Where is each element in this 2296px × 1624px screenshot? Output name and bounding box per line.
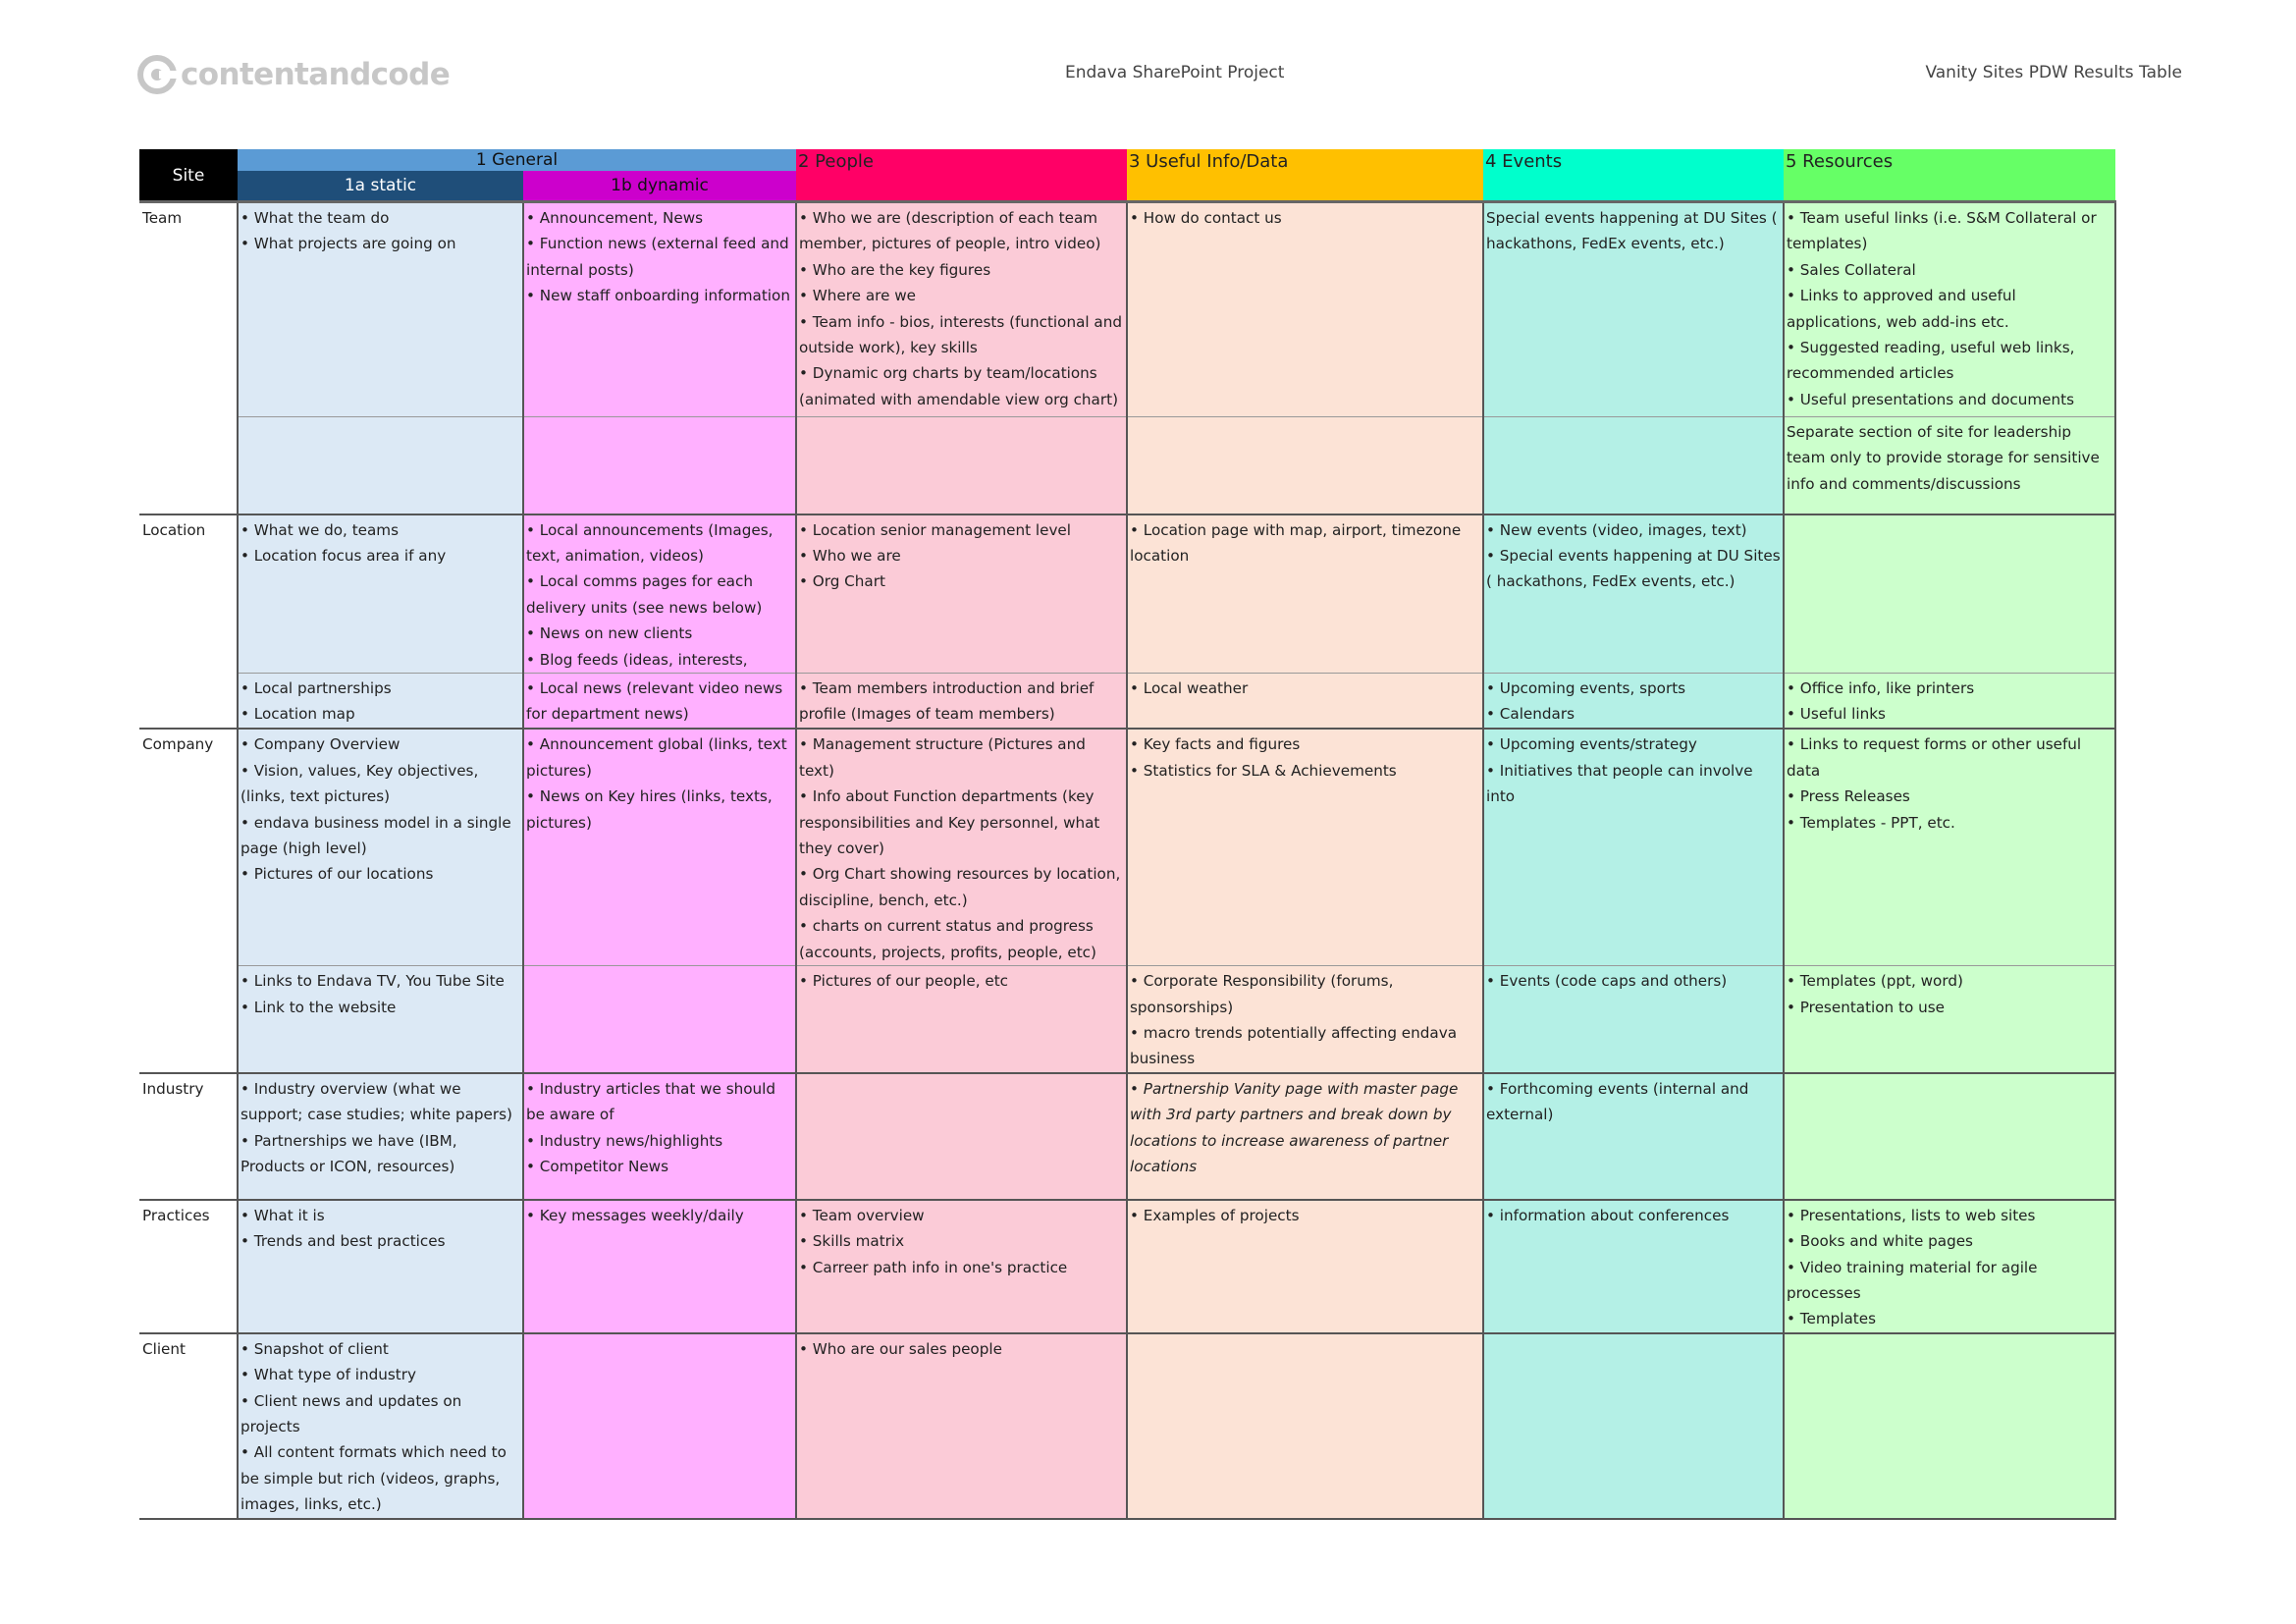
cell-line: • What projects are going on — [240, 235, 456, 253]
dynamic-cell — [523, 1333, 796, 1519]
resources-cell — [1784, 202, 2115, 417]
cell-line: • charts on current status and progress (accounts, projects, profits, people, etc) — [799, 917, 1096, 961]
events-cell — [1483, 673, 1784, 729]
cell-line: • Press Releases — [1787, 787, 1910, 806]
events-cell — [1483, 729, 1784, 965]
cell-line: • Pictures of our locations — [240, 865, 434, 884]
cell-line: • Org Chart — [799, 572, 885, 591]
people-cell — [796, 1200, 1127, 1333]
resources-cell — [1784, 1333, 2115, 1519]
useful-info-cell: • How do contact us — [1127, 202, 1483, 417]
useful-info-cell — [1127, 729, 1483, 965]
document-title: Vanity Sites PDW Results Table — [1925, 63, 2182, 82]
cell-line: • Initiatives that people can involve into — [1486, 761, 1753, 806]
cell-line: • Vision, values, Key objectives, (links, text pictures) — [240, 761, 479, 806]
cell-line: • Templates - PPT, etc. — [1787, 813, 1955, 832]
cell-line: • Industry articles that we should be aware of — [526, 1079, 776, 1124]
cell-line: • Company Overview — [240, 735, 400, 754]
cell-line: • Location senior management level — [799, 520, 1071, 539]
resources-cell — [1784, 729, 2115, 965]
useful-info-cell: • Location page with map, airport, timezone location — [1127, 514, 1483, 674]
table-row — [139, 673, 2115, 729]
events-cell — [1483, 417, 1784, 514]
dynamic-cell — [523, 966, 796, 1073]
cell-line: • Skills matrix — [799, 1232, 905, 1251]
cell-line: • Upcoming events/strategy — [1486, 735, 1697, 754]
cell-line: • Corporate Responsibility (forums, sponsorships) — [1130, 972, 1394, 1016]
cell-line: • Key facts and figures — [1130, 735, 1301, 754]
cell-line: • New staff onboarding information — [526, 287, 790, 305]
cell-line: • Announcement global (links, text pictures) — [526, 735, 787, 780]
table-row — [139, 1200, 2115, 1333]
resources-cell — [1784, 514, 2115, 674]
cell-line: • macro trends potentially affecting endava business — [1130, 1023, 1458, 1068]
cell-line: • Statistics for SLA & Achievements — [1130, 761, 1397, 780]
cell-line: • News on Key hires (links, texts, pictures) — [526, 787, 773, 832]
useful-info-cell — [1127, 1333, 1483, 1519]
static-cell — [238, 1073, 523, 1200]
static-cell — [238, 966, 523, 1073]
static-cell — [238, 202, 523, 417]
cell-line: • Suggested reading, useful web links, recommended articles — [1787, 339, 2075, 383]
resources-cell: Separate section of site for leadership team only to provide storage for sensitive info and comments/discussions — [1784, 417, 2115, 514]
site-name-cell: Client — [139, 1333, 238, 1519]
site-name-cell: Practices — [139, 1200, 238, 1333]
events-cell — [1483, 1333, 1784, 1519]
events-cell: • Events (code caps and others) — [1483, 966, 1784, 1073]
cell-line: • Industry overview (what we support; case studies; white papers) — [240, 1079, 512, 1124]
events-cell: • information about conferences — [1483, 1200, 1784, 1333]
useful-info-cell: • Examples of projects — [1127, 1200, 1483, 1333]
cell-line: • Trends and best practices — [240, 1232, 446, 1251]
resources-column-header: 5 Resources — [1784, 149, 2115, 202]
resources-cell — [1784, 673, 2115, 729]
resources-cell — [1784, 1200, 2115, 1333]
dynamic-cell — [523, 202, 796, 417]
table-row — [139, 514, 2115, 674]
cell-line: • Function news (external feed and internal posts) — [526, 235, 789, 279]
people-cell — [796, 417, 1127, 514]
useful-info-cell: • Local weather — [1127, 673, 1483, 729]
cell-line: • Templates (ppt, word) — [1787, 972, 1963, 991]
cell-line: • Link to the website — [240, 998, 397, 1016]
site-name-cell: Team — [139, 202, 238, 417]
static-cell — [238, 1333, 523, 1519]
results-table — [139, 149, 2116, 1520]
people-cell — [796, 729, 1127, 965]
cell-line: • Team info - bios, interests (functional and outside work), key skills — [799, 312, 1122, 357]
cell-line: • Team useful links (i.e. S&M Collateral or templates) — [1787, 209, 2097, 253]
dynamic-cell: • Local news (relevant video news for department news) — [523, 673, 796, 729]
cell-line: • Local partnerships — [240, 678, 392, 697]
static-cell — [238, 1200, 523, 1333]
table-row — [139, 202, 2115, 417]
site-name-cell: Location — [139, 514, 238, 674]
cell-line: • Location focus area if any — [240, 546, 447, 565]
dynamic-cell — [523, 729, 796, 965]
company-logo — [137, 55, 450, 94]
cell-line: • Sales Collateral — [1787, 260, 1916, 279]
cell-line: • Who we are (description of each team member, pictures of people, intro video) — [799, 209, 1101, 253]
site-column-header: Site — [139, 149, 238, 202]
useful-info-cell: • Partnership Vanity page with master page with 3rd party partners and break down by locations to increase awareness of partner locations — [1127, 1073, 1483, 1200]
site-name-cell: Industry — [139, 1073, 238, 1200]
cell-line: • Links to request forms or other useful data — [1787, 735, 2082, 780]
useful-info-column-header: 3 Useful Info/Data — [1127, 149, 1483, 202]
cell-line: • What we do, teams — [240, 520, 400, 539]
dynamic-cell: • Key messages weekly/daily — [523, 1200, 796, 1333]
cell-line: • Local comms pages for each delivery units (see news below) — [526, 572, 763, 617]
site-name-cell — [139, 673, 238, 729]
cell-line: • Info about Function departments (key responsibilities and Key personnel, what they cover) — [799, 787, 1100, 858]
cell-line: • Where are we — [799, 287, 917, 305]
dynamic-subcolumn-header: 1b dynamic — [523, 171, 796, 202]
cell-line: • Announcement, News — [526, 209, 704, 227]
dynamic-cell — [523, 1073, 796, 1200]
people-cell — [796, 514, 1127, 674]
cell-line: • Team overview — [799, 1206, 925, 1224]
logo-text: contentandcode — [181, 57, 451, 92]
cell-line: • Dynamic org charts by team/locations (animated with amendable view org chart) — [799, 364, 1118, 408]
table-row — [139, 966, 2115, 1073]
resources-cell — [1784, 1073, 2115, 1200]
cell-line: • Client news and updates on projects — [240, 1391, 462, 1435]
cell-line: • Useful links — [1787, 705, 1886, 724]
cell-line: • Industry news/highlights — [526, 1131, 723, 1150]
logo-icon — [137, 55, 177, 94]
cell-line: • Presentations, lists to web sites — [1787, 1206, 2036, 1224]
cell-line: • Office info, like printers — [1787, 678, 1975, 697]
table-row — [139, 729, 2115, 965]
static-cell — [238, 417, 523, 514]
table-row — [139, 417, 2115, 514]
cell-line: • Useful presentations and documents — [1787, 390, 2074, 408]
resources-cell — [1784, 966, 2115, 1073]
cell-line: • Snapshot of client — [240, 1339, 389, 1358]
people-cell: • Team members introduction and brief profile (Images of team members) — [796, 673, 1127, 729]
cell-line: • Who are the key figures — [799, 260, 991, 279]
general-column-header: 1 General — [238, 149, 796, 171]
table-row — [139, 1333, 2115, 1519]
cell-line: • Video training material for agile processes — [1787, 1258, 2038, 1302]
people-cell — [796, 1073, 1127, 1200]
project-title: Endava SharePoint Project — [1065, 63, 1285, 82]
events-cell: • Forthcoming events (internal and external) — [1483, 1073, 1784, 1200]
events-cell: Special events happening at DU Sites ( hackathons, FedEx events, etc.) — [1483, 202, 1784, 417]
cell-line: • Books and white pages — [1787, 1232, 1973, 1251]
cell-line: • Location map — [240, 705, 355, 724]
people-cell: • Who are our sales people — [796, 1333, 1127, 1519]
events-column-header: 4 Events — [1483, 149, 1784, 202]
cell-line: • Who we are — [799, 546, 901, 565]
static-cell — [238, 729, 523, 965]
people-cell: • Pictures of our people, etc — [796, 966, 1127, 1073]
cell-line: • Presentation to use — [1787, 998, 1945, 1016]
people-cell — [796, 202, 1127, 417]
site-name-cell — [139, 417, 238, 514]
static-subcolumn-header: 1a static — [238, 171, 523, 202]
cell-line: • Links to Endava TV, You Tube Site — [240, 972, 505, 991]
people-column-header: 2 People — [796, 149, 1127, 202]
cell-line: • Special events happening at DU Sites ( hackathons, FedEx events, etc.) — [1486, 546, 1781, 591]
cell-line: • Local announcements (Images, text, animation, videos) — [526, 520, 774, 565]
static-cell — [238, 673, 523, 729]
cell-line: • Carreer path info in one's practice — [799, 1258, 1068, 1276]
dynamic-cell — [523, 417, 796, 514]
cell-line: • What it is — [240, 1206, 325, 1224]
cell-line: • Org Chart showing resources by location, discipline, bench, etc.) — [799, 865, 1121, 909]
site-name-cell: Company — [139, 729, 238, 965]
cell-line: • All content formats which need to be simple but rich (videos, graphs, images, links, etc.) — [240, 1443, 507, 1514]
cell-line: • Blog feeds (ideas, interests, — [526, 650, 748, 669]
cell-line: • What the team do — [240, 209, 390, 227]
cell-line: • Management structure (Pictures and text) — [799, 735, 1086, 780]
cell-line: • Upcoming events, sports — [1486, 678, 1686, 697]
useful-info-cell — [1127, 966, 1483, 1073]
site-name-cell — [139, 966, 238, 1073]
cell-line: • endava business model in a single page (high level) — [240, 813, 511, 858]
cell-line: • News on new clients — [526, 624, 693, 643]
cell-line: • Links to approved and useful applications, web add-ins etc. — [1787, 287, 2016, 331]
cell-line: • New events (video, images, text) — [1486, 520, 1747, 539]
useful-info-cell — [1127, 417, 1483, 514]
static-cell — [238, 514, 523, 674]
cell-line: • Competitor News — [526, 1157, 668, 1175]
cell-line: • Templates — [1787, 1310, 1876, 1328]
cell-line: • What type of industry — [240, 1366, 416, 1384]
cell-line: • Calendars — [1486, 705, 1575, 724]
events-cell — [1483, 514, 1784, 674]
table-row — [139, 1073, 2115, 1200]
cell-line: • Partnerships we have (IBM, Products or ICON, resources) — [240, 1131, 457, 1175]
dynamic-cell — [523, 514, 796, 674]
